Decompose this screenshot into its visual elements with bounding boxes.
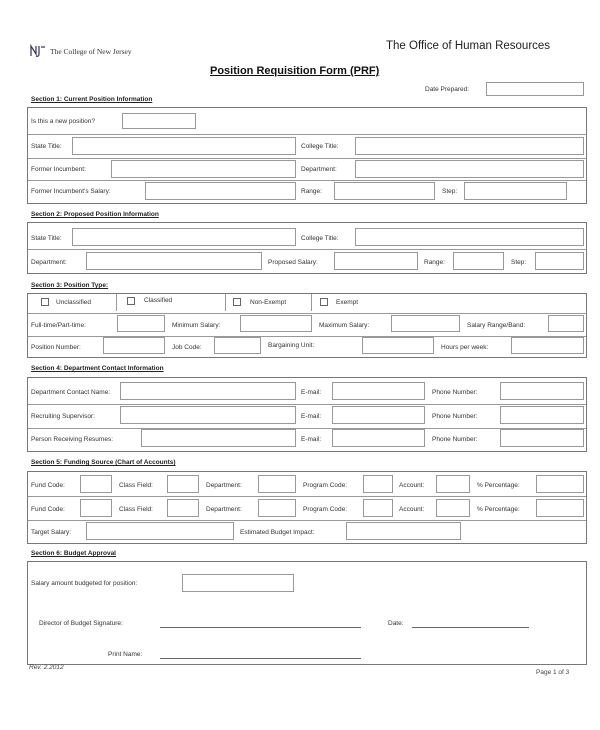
class-field-field-2[interactable] <box>167 499 199 517</box>
print-name-label: Print Name: <box>108 651 143 658</box>
section6-box <box>27 561 587 665</box>
revision-label: Rev. 2.2012 <box>29 664 64 671</box>
fund-code-label-1: Fund Code: <box>31 482 65 489</box>
college-name: The College of New Jersey <box>50 47 132 56</box>
s1-department-label: Department: <box>301 166 337 173</box>
s1-college-title-field[interactable] <box>355 137 584 155</box>
class-field-label-1: Class Field: <box>119 482 153 489</box>
s5-department-field-2[interactable] <box>258 499 296 517</box>
hours-label: Hours per week: <box>441 344 489 351</box>
recruiting-label: Recruiting Supervisor: <box>31 413 95 420</box>
s4-phone-label-1: Phone Number: <box>432 389 478 396</box>
salary-band-label: Salary Range/Band: <box>467 322 526 329</box>
unclassified-checkbox[interactable] <box>41 298 49 306</box>
former-salary-field[interactable] <box>145 182 296 200</box>
former-incumbent-label: Former Incumbent: <box>31 166 86 173</box>
s1-step-label: Step: <box>442 188 458 195</box>
fulltime-field[interactable] <box>117 315 165 332</box>
s6-date-line[interactable] <box>412 627 529 628</box>
min-salary-field[interactable] <box>240 315 312 332</box>
salary-budgeted-label: Salary amount budgeted for position: <box>31 580 138 587</box>
min-salary-label: Minimum Salary: <box>172 322 221 329</box>
page-number: Page 1 of 3 <box>536 669 570 676</box>
s1-range-label: Range: <box>301 188 322 195</box>
s5-department-label-1: Department: <box>206 482 242 489</box>
director-signature-label: Director of Budget Signature: <box>39 620 123 627</box>
s4-email-label-2: E-mail: <box>301 413 322 420</box>
s4-phone-label-2: Phone Number: <box>432 413 478 420</box>
director-signature-line[interactable] <box>160 627 361 628</box>
salary-band-field[interactable] <box>548 315 584 332</box>
program-code-field-2[interactable] <box>363 499 393 517</box>
dept-contact-field[interactable] <box>120 382 296 400</box>
office-name: The Office of Human Resources <box>386 40 551 52</box>
date-prepared-field[interactable] <box>486 82 584 96</box>
s4-email-label-1: E-mail: <box>301 389 322 396</box>
salary-budgeted-field[interactable] <box>182 574 294 592</box>
s4-phone-field-3[interactable] <box>500 429 584 447</box>
fund-code-field-1[interactable] <box>80 475 112 493</box>
program-code-field-1[interactable] <box>363 475 393 493</box>
form-title: Position Requisition Form (PRF) <box>210 65 380 77</box>
program-code-label-2: Program Code: <box>303 506 348 513</box>
fund-code-field-2[interactable] <box>80 499 112 517</box>
section5-heading: Section 5: Funding Source (Chart of Accounts) <box>31 459 176 466</box>
position-type-row <box>33 294 429 311</box>
position-number-field[interactable] <box>103 337 165 354</box>
hours-field[interactable] <box>511 337 584 354</box>
resumes-field[interactable] <box>141 429 296 447</box>
proposed-salary-field[interactable] <box>334 252 418 270</box>
job-code-label: Job Code: <box>172 344 202 351</box>
section3-heading: Section 3: Position Type: <box>31 282 109 289</box>
non-exempt-label: Non-Exempt <box>250 299 287 306</box>
bargaining-unit-field[interactable] <box>362 337 434 354</box>
fund-code-label-2: Fund Code: <box>31 506 65 513</box>
section4-heading: Section 4: Department Contact Information <box>31 365 164 372</box>
s4-phone-field-1[interactable] <box>500 382 584 400</box>
s4-phone-label-3: Phone Number: <box>432 436 478 443</box>
s2-college-title-label: College Title: <box>301 235 339 242</box>
classified-checkbox[interactable] <box>127 297 135 305</box>
section2-heading: Section 2: Proposed Position Information <box>31 211 159 218</box>
section6-heading: Section 6: Budget Approval <box>31 550 116 557</box>
budget-impact-label: Estimated Budget Impact: <box>240 529 315 536</box>
class-field-field-1[interactable] <box>167 475 199 493</box>
s4-email-field-2[interactable] <box>332 406 425 424</box>
new-position-label: Is this a new position? <box>31 118 95 125</box>
former-incumbent-field[interactable] <box>111 160 296 178</box>
account-field-2[interactable] <box>436 499 470 517</box>
date-prepared-label: Date Prepared: <box>425 86 470 93</box>
class-field-label-2: Class Field: <box>119 506 153 513</box>
percentage-field-1[interactable] <box>536 475 584 493</box>
non-exempt-checkbox[interactable] <box>233 298 241 306</box>
s2-range-field[interactable] <box>453 252 504 270</box>
target-salary-label: Target Salary: <box>31 529 72 536</box>
s1-college-title-label: College Title: <box>301 143 339 150</box>
s2-department-label: Department: <box>31 259 67 266</box>
max-salary-field[interactable] <box>391 315 460 332</box>
s2-college-title-field[interactable] <box>355 228 584 246</box>
recruiting-field[interactable] <box>120 406 296 424</box>
s2-state-title-field[interactable] <box>72 228 296 246</box>
s2-range-label: Range: <box>424 259 445 266</box>
percentage-label-1: % Percentage: <box>477 482 520 489</box>
s4-email-field-3[interactable] <box>332 429 425 447</box>
college-logo-icon <box>30 44 46 58</box>
s5-department-label-2: Department: <box>206 506 242 513</box>
s2-department-field[interactable] <box>86 252 262 270</box>
s5-department-field-1[interactable] <box>258 475 296 493</box>
print-name-line[interactable] <box>160 658 361 659</box>
s1-step-field[interactable] <box>464 182 567 200</box>
s2-step-field[interactable] <box>535 252 584 270</box>
s4-email-field-1[interactable] <box>332 382 425 400</box>
unclassified-label: Unclassified <box>56 299 92 306</box>
bargaining-unit-label: Bargaining Unit: <box>268 342 315 349</box>
dept-contact-label: Department Contact Name: <box>31 389 111 396</box>
s4-phone-field-2[interactable] <box>500 406 584 424</box>
percentage-field-2[interactable] <box>536 499 584 517</box>
s1-range-field[interactable] <box>334 182 435 200</box>
s1-state-title-field[interactable] <box>72 137 296 155</box>
budget-impact-field[interactable] <box>346 522 461 540</box>
account-label-1: Account: <box>399 482 425 489</box>
position-number-label: Position Number: <box>31 344 81 351</box>
target-salary-field[interactable] <box>86 522 234 540</box>
program-code-label-1: Program Code: <box>303 482 348 489</box>
former-salary-label: Former Incumbent's Salary: <box>31 188 111 195</box>
proposed-salary-label: Proposed Salary: <box>268 259 318 266</box>
job-code-field[interactable] <box>214 337 261 354</box>
s1-state-title-label: State Title: <box>31 143 62 150</box>
new-position-field[interactable] <box>122 113 196 129</box>
resumes-label: Person Receiving Resumes: <box>31 436 114 443</box>
account-field-1[interactable] <box>436 475 470 493</box>
exempt-checkbox[interactable] <box>320 298 328 306</box>
percentage-label-2: % Percentage: <box>477 506 520 513</box>
classified-label: Classified <box>144 297 173 304</box>
account-label-2: Account: <box>399 506 425 513</box>
exempt-label: Exempt <box>336 299 359 306</box>
fulltime-label: Full-time/Part-time: <box>31 322 86 329</box>
s4-email-label-3: E-mail: <box>301 436 322 443</box>
s6-date-label: Date: <box>388 620 404 627</box>
s2-step-label: Step: <box>511 259 527 266</box>
s2-state-title-label: State Title: <box>31 235 62 242</box>
max-salary-label: Maximum Salary: <box>319 322 370 329</box>
section1-heading: Section 1: Current Position Information <box>31 96 153 103</box>
s1-department-field[interactable] <box>355 160 584 178</box>
